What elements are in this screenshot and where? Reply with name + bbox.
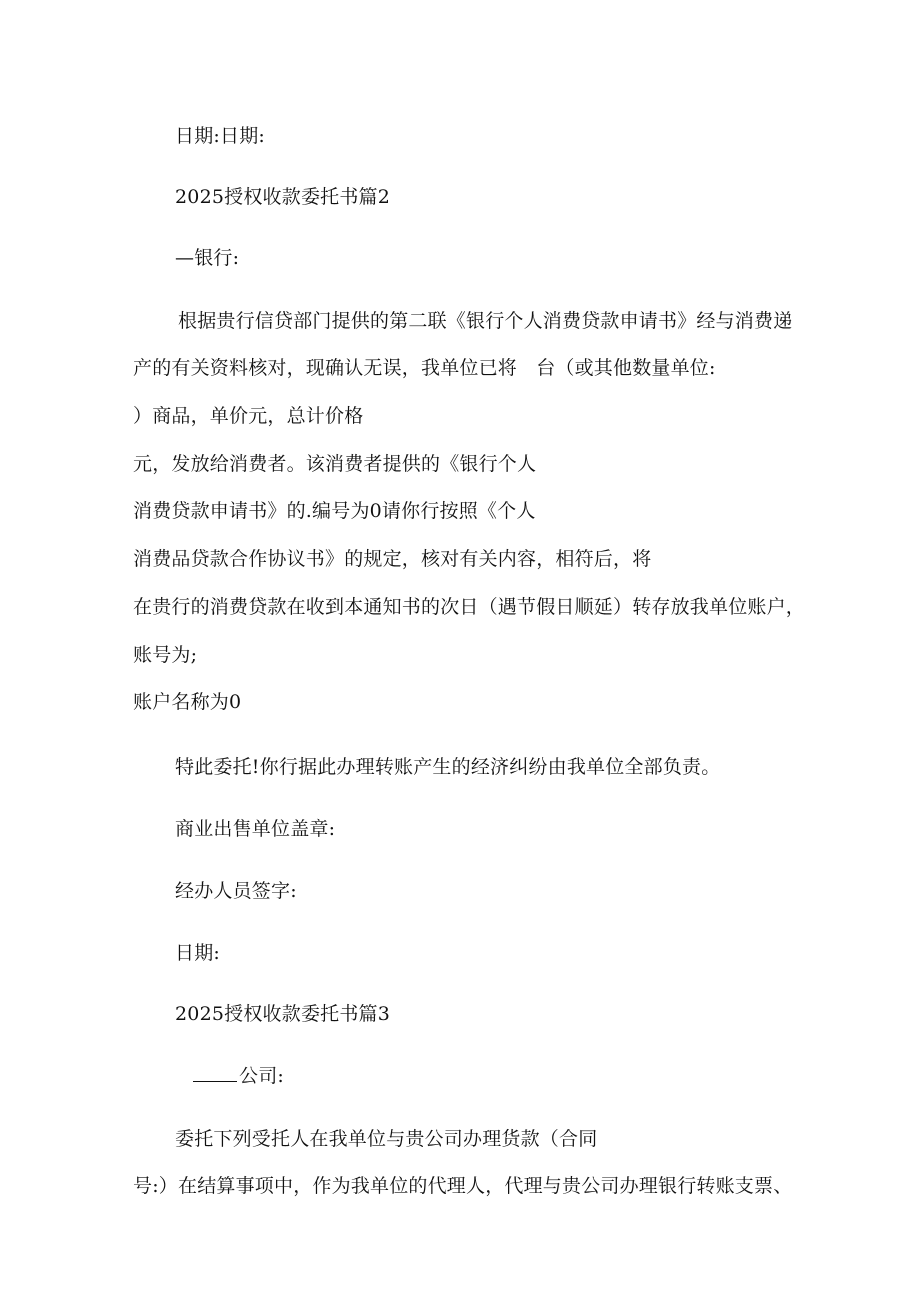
account-number-line: 账号为; [133, 644, 198, 666]
body-line-3: ）商品，单价元，总计价格 [133, 405, 364, 427]
body-line-7: 在贵行的消费贷款在收到本通知书的次日（遇节假日顺延）转存放我单位账户， [133, 596, 806, 618]
blank-underline [193, 1065, 237, 1082]
body-line-9: 号:）在结算事项中，作为我单位的代理人，代理与贵公司办理银行转账支票、 [133, 1175, 793, 1197]
closing-statement: 特此委托!你行据此办理转账产生的经济纠纷由我单位全部负责。 [175, 756, 721, 778]
addressee-company-label: 公司: [239, 1065, 285, 1087]
body-line-8: 委托下列受托人在我单位与贵公司办理货款（合同 [175, 1128, 598, 1150]
seller-seal-label: 商业出售单位盖章: [175, 818, 336, 840]
body-line-6: 消费品贷款合作协议书》的规定，核对有关内容，相符后，将 [133, 548, 652, 570]
account-name-line: 账户名称为0 [133, 691, 242, 713]
addressee-company [193, 1064, 284, 1088]
date-label: 日期: [175, 942, 221, 964]
section-heading-3: 2025授权收款委托书篇3 [175, 1003, 391, 1025]
body-line-4: 元，发放给消费者。该消费者提供的《银行个人 [133, 453, 537, 475]
body-line-2: 产的有关资料核对，现确认无误，我单位已将 台（或其他数量单位: [133, 357, 716, 379]
handler-signature-label: 经办人员签字: [175, 880, 297, 902]
section-heading-2: 2025授权收款委托书篇2 [175, 186, 391, 208]
body-line-5: 消费贷款申请书》的.编号为0请你行按照《个人 [133, 500, 536, 522]
date-line-top: 日期:日期: [175, 125, 266, 147]
body-line-1: 根据贵行信贷部门提供的第二联《银行个人消费贷款申请书》经与消费递 [178, 310, 793, 332]
addressee-bank: —银行: [175, 247, 240, 269]
